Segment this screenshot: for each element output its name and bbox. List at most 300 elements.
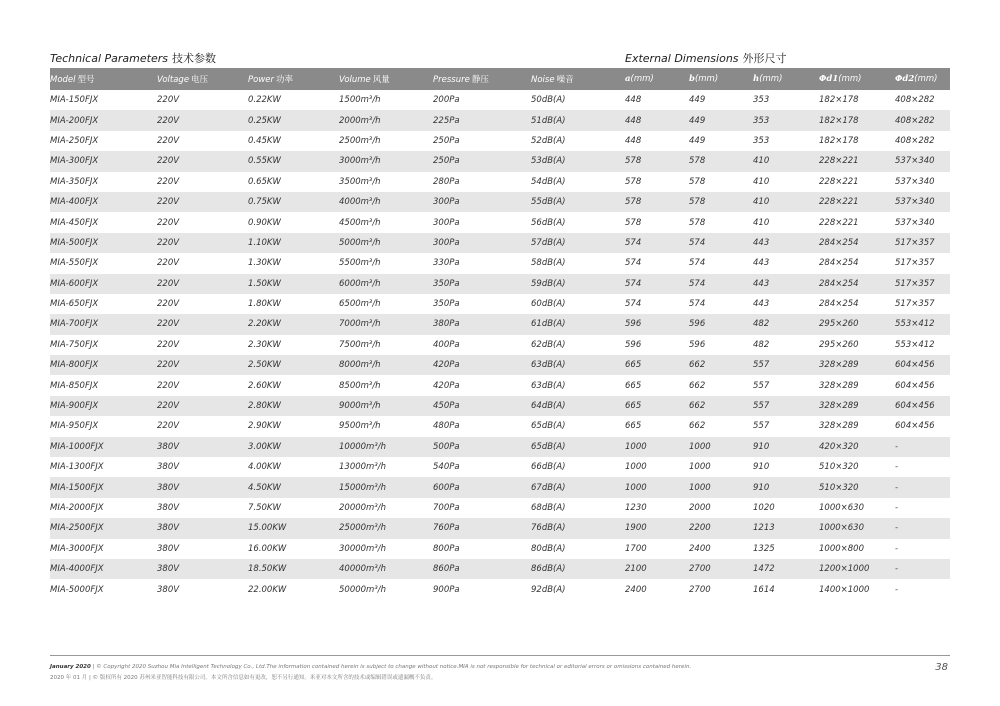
table-cell: 40000m³/h [339,559,433,579]
table-cell: 665 [625,421,642,432]
table-cell: 574 [689,233,753,253]
table-cell: 4500m³/h [339,217,381,228]
table-cell: 53dB(A) [531,151,625,171]
table-cell: MIA-850FJX [50,380,99,391]
table-cell: 380V [157,437,248,457]
table-cell: 1000 [625,437,689,457]
table-cell: 68dB(A) [531,503,566,513]
table-cell: 284×254 [819,299,859,310]
table-cell: 280Pa [433,176,460,187]
column-header-label: a [625,74,631,84]
table-cell: 0.90KW [248,217,281,228]
table-cell: 578 [689,192,753,212]
table-cell: 537×340 [895,217,935,228]
table-cell: 220V [157,176,180,187]
table-cell: 8500m³/h [339,380,381,391]
table-cell: 380V [157,543,180,554]
table-header-row [50,68,950,90]
table-cell: MIA-5000FJX [50,584,104,595]
table-cell: 18.50KW [248,559,339,579]
table-cell: 408×282 [895,135,935,146]
table-cell: 578 [689,151,753,171]
table-row [50,110,950,130]
table-row [50,416,950,436]
table-cell: 578 [625,192,689,212]
table-cell: 182×178 [819,95,859,106]
table-cell: 6000m³/h [339,274,433,294]
table-cell: 7000m³/h [339,314,433,334]
table-cell: 578 [689,217,706,228]
table-cell: 537×340 [895,176,935,187]
table-cell: 13000m³/h [339,462,386,473]
table-cell: 30000m³/h [339,543,386,554]
table-cell: 380V [157,559,248,579]
table-cell: 353 [753,135,770,146]
table-cell: 604×456 [895,396,950,416]
table-cell: 250Pa [433,151,531,171]
table-cell: 1472 [753,559,819,579]
table-cell: 449 [689,95,706,106]
table-cell: 52dB(A) [531,135,566,146]
table-cell: 410 [753,217,770,228]
table-cell: 410 [753,176,770,187]
table-cell: 600Pa [433,477,531,497]
table-cell: 76dB(A) [531,518,625,538]
table-cell: 410 [753,192,819,212]
table-cell: MIA-650FJX [50,299,99,310]
table-cell: 228×221 [819,217,859,228]
table-cell: 55dB(A) [531,192,625,212]
table-cell: 63dB(A) [531,380,566,391]
table-cell: 700Pa [433,503,460,513]
table-cell: 15.00KW [248,518,339,538]
table-cell: 295×260 [819,339,859,350]
table-cell: 537×340 [895,192,950,212]
table-cell: 2500m³/h [339,135,381,146]
table-cell: 220V [157,380,180,391]
footer-copyright-cn: 2020 年 01 月 | © 版权所有 2020 苏州米亚智能科技有限公司。本文所含信息如有更改，恕不另行通知。米亚对本文所含的技术或编辑错误或遗漏概不负责。 [50,675,437,681]
table-cell: 64dB(A) [531,396,625,416]
table-cell: 220V [157,299,180,310]
table-cell: 50000m³/h [339,584,386,595]
table-cell: 8000m³/h [339,355,433,375]
table-cell: 1000 [625,477,689,497]
table-row [50,192,950,212]
table-cell: 553×412 [895,314,950,334]
table-cell: 10000m³/h [339,437,433,457]
table-cell: 220V [157,192,248,212]
table-cell: 328×289 [819,396,895,416]
table-cell: 449 [689,135,706,146]
table-cell: 220V [157,233,248,253]
table-cell: MIA-250FJX [50,135,99,146]
table-row [50,539,950,559]
table-cell: 380V [157,518,248,538]
column-header-label: b [689,74,695,84]
technical-title-cn: 技术参数 [171,52,216,65]
table-cell: 3500m³/h [339,176,381,187]
table-cell: 517×357 [895,258,935,269]
column-header [625,68,689,90]
table-cell: 225Pa [433,110,531,130]
table-cell: 574 [689,299,706,310]
table-cell: 596 [689,339,706,350]
table-cell: 420Pa [433,380,460,391]
table-cell: MIA-150FJX [50,95,99,106]
table-cell: MIA-900FJX [50,396,157,416]
table-cell: 228×221 [819,176,859,187]
table-cell: 58dB(A) [531,258,566,269]
column-header-unit: (mm) [694,74,719,84]
table-cell: 540Pa [433,462,460,473]
table-row [50,151,950,171]
table-cell: 578 [689,176,706,187]
table-cell: 665 [625,380,642,391]
table-cell: 574 [625,299,642,310]
table-cell: MIA-550FJX [50,258,99,269]
table-cell: 480Pa [433,421,460,432]
table-cell: 2700 [689,584,711,595]
table-cell: 0.25KW [248,110,339,130]
table-cell: 7500m³/h [339,339,381,350]
table-cell: 1000×800 [819,543,864,554]
table-cell: 1.10KW [248,233,339,253]
table-cell: 0.65KW [248,176,281,187]
table-cell: 910 [753,477,819,497]
technical-parameters-title [50,50,216,66]
table-cell: 22.00KW [248,584,287,595]
table-cell: 1000 [689,477,753,497]
table-cell: 220V [157,314,248,334]
table-cell: 1020 [753,503,775,513]
column-header [248,68,339,90]
column-header-label: Noise [531,75,555,85]
table-cell: 3000m³/h [339,151,433,171]
table-cell: 662 [689,355,753,375]
table-cell: 380V [157,462,180,473]
table-cell: 2.90KW [248,421,281,432]
table-cell: 80dB(A) [531,543,566,554]
table-cell: 900Pa [433,584,460,595]
table-cell: 910 [753,437,819,457]
table-cell: 220V [157,217,180,228]
table-cell: MIA-700FJX [50,314,157,334]
table-cell: 537×340 [895,151,950,171]
table-row [50,274,950,294]
table-cell: 2.60KW [248,380,281,391]
column-header-label: Model [50,75,76,85]
table-cell: MIA-600FJX [50,274,157,294]
column-header [50,68,157,90]
table-cell: 574 [625,233,689,253]
column-header [433,68,531,90]
table-cell: 2.50KW [248,355,339,375]
table-cell: 578 [625,217,642,228]
table-cell: 557 [753,355,819,375]
table-cell: - [895,477,950,497]
table-cell: 1400×1000 [819,584,870,595]
table-cell: 63dB(A) [531,355,625,375]
table-cell: 220V [157,135,180,146]
table-cell: 1500m³/h [339,95,381,106]
table-cell: 295×260 [819,314,895,334]
table-cell: 1.30KW [248,258,281,269]
table-cell: 860Pa [433,559,531,579]
footer-text-en: | © Copyright 2020 Suzhou Mia Intelligent Technology Co., Ltd.The information contained herein is subject to change without notice.MIA is not responsible for technical or editorial errors or omissions contained herein. [92,664,692,670]
table-cell: 482 [753,339,770,350]
column-header-label: Φd1 [819,74,839,84]
table-cell: 92dB(A) [531,584,566,595]
table-cell: 3.00KW [248,437,339,457]
table-cell: MIA-350FJX [50,176,99,187]
table-cell: 400Pa [433,339,460,350]
table-cell: 553×412 [895,339,935,350]
table-cell: 578 [625,176,642,187]
table-cell: 1000 [625,462,647,473]
table-cell: 220V [157,421,180,432]
table-cell: 16.00KW [248,543,287,554]
table-cell: 500Pa [433,437,531,457]
table-cell: 350Pa [433,299,460,310]
table-cell: 200Pa [433,95,460,106]
table-cell: 665 [625,355,689,375]
table-cell: 9000m³/h [339,396,433,416]
table-cell: 0.45KW [248,135,281,146]
table-cell: 1213 [753,518,819,538]
table-cell: 574 [625,274,689,294]
table-cell: MIA-450FJX [50,217,99,228]
table-body [50,90,950,600]
table-row [50,314,950,334]
table-cell: 86dB(A) [531,559,625,579]
table-cell: 66dB(A) [531,462,566,473]
table-cell: 0.75KW [248,192,339,212]
table-row [50,457,950,477]
table-cell: 604×456 [895,421,935,432]
table-cell: 1230 [625,503,647,513]
table-cell: 2000m³/h [339,110,433,130]
external-dimensions-title [625,50,787,66]
table-row [50,518,950,538]
table-cell: 408×282 [895,110,950,130]
table-row [50,212,950,232]
table-cell: 2.30KW [248,339,281,350]
table-cell: 2200 [689,518,753,538]
table-cell: MIA-1000FJX [50,437,157,457]
table-cell: 2700 [689,559,753,579]
table-cell: 450Pa [433,396,531,416]
table-cell: 574 [625,258,642,269]
table-cell: MIA-4000FJX [50,559,157,579]
table-cell: MIA-1300FJX [50,462,104,473]
parameters-table [50,68,950,600]
table-cell: - [895,584,899,595]
table-cell: 62dB(A) [531,339,566,350]
table-cell: - [895,543,899,554]
column-header-label: Φd2 [895,74,915,84]
footer-date: January 2020 [50,664,91,670]
table-cell: 182×178 [819,135,859,146]
table-cell: 2.20KW [248,314,339,334]
table-cell: 7.50KW [248,503,281,513]
table-row [50,294,950,314]
table-cell: MIA-2500FJX [50,518,157,538]
table-cell: MIA-950FJX [50,421,99,432]
table-cell: 220V [157,274,248,294]
table-cell: 4.00KW [248,462,281,473]
column-header-cn: 型号 [77,75,95,85]
table-cell: 910 [753,462,770,473]
table-cell: 1325 [753,543,775,554]
table-row [50,477,950,497]
table-cell: 182×178 [819,110,895,130]
table-cell: MIA-750FJX [50,339,99,350]
table-cell: 448 [625,135,642,146]
external-title-cn: 外形尺寸 [742,52,787,65]
table-cell: 5500m³/h [339,258,381,269]
table-cell: 59dB(A) [531,274,625,294]
table-cell: 1000 [689,462,711,473]
column-header-cn: 电压 [191,75,209,85]
table-cell: 420Pa [433,355,531,375]
table-cell: 1.80KW [248,299,281,310]
external-title-en: External Dimensions [625,52,739,65]
column-header-label: Power [248,75,275,85]
table-cell: 328×289 [819,421,859,432]
table-cell: 380Pa [433,314,531,334]
table-cell: 6500m³/h [339,299,381,310]
table-cell: 443 [753,299,770,310]
table-cell: 0.55KW [248,151,339,171]
table-row [50,559,950,579]
table-cell: 574 [689,274,753,294]
table-cell: 220V [157,258,180,269]
table-cell: 2400 [625,584,647,595]
table-cell: 220V [157,110,248,130]
table-cell: 220V [157,339,180,350]
table-cell: - [895,559,950,579]
column-header [895,68,950,90]
table-cell: 2.80KW [248,396,339,416]
table-cell: 220V [157,95,180,106]
table-cell: 596 [689,314,753,334]
table-cell: 557 [753,421,770,432]
column-header-label: h [753,74,760,84]
page-number: 38 [935,662,948,673]
table-cell: MIA-1500FJX [50,477,157,497]
table-cell: 1200×1000 [819,559,895,579]
table-cell: 328×289 [819,380,859,391]
table-cell: 662 [689,380,706,391]
table-cell: MIA-500FJX [50,233,157,253]
table-cell: 4000m³/h [339,192,433,212]
table-cell: 662 [689,396,753,416]
table-cell: 1000×630 [819,503,864,513]
table-cell: 1614 [753,584,775,595]
table-cell: 662 [689,421,706,432]
table-cell: 800Pa [433,543,460,554]
table-cell: 353 [753,110,819,130]
technical-title-en: Technical Parameters [50,52,168,65]
table-cell: 1700 [625,543,647,554]
table-cell: 578 [625,151,689,171]
table-cell: 408×282 [895,95,935,106]
table-cell: 20000m³/h [339,503,386,513]
table-cell: 517×357 [895,233,950,253]
table-row [50,131,950,151]
table-cell: 557 [753,380,770,391]
table-cell: 380V [157,503,180,513]
table-cell: 61dB(A) [531,314,625,334]
table-cell: 2400 [689,543,711,554]
column-header-unit: (mm) [759,74,783,84]
column-header [339,68,433,90]
column-header-unit: (mm) [914,74,938,84]
table-cell: 557 [753,396,819,416]
table-row [50,396,950,416]
table-cell: 228×221 [819,192,895,212]
table-cell: 57dB(A) [531,233,625,253]
column-header [753,68,819,90]
table-cell: 574 [689,258,706,269]
table-cell: 220V [157,151,248,171]
table-cell: 9500m³/h [339,421,381,432]
table-cell: 420×320 [819,437,895,457]
table-cell: 410 [753,151,819,171]
table-cell: 300Pa [433,192,531,212]
table-cell: - [895,518,950,538]
table-row [50,579,950,599]
table-cell: MIA-200FJX [50,110,157,130]
table-cell: 449 [689,110,753,130]
table-cell: 448 [625,95,642,106]
table-cell: MIA-3000FJX [50,543,104,554]
table-cell: 250Pa [433,135,460,146]
table-cell: 54dB(A) [531,176,566,187]
column-header-cn: 风量 [372,75,390,85]
table-cell: 604×456 [895,355,950,375]
table-cell: 51dB(A) [531,110,625,130]
column-header [689,68,753,90]
table-row [50,498,950,518]
column-header [157,68,248,90]
table-cell: - [895,503,899,513]
table-cell: 380V [157,477,248,497]
table-cell: 2000 [689,503,711,513]
table-cell: 353 [753,95,770,106]
table-cell: 517×357 [895,274,950,294]
table-row [50,172,950,192]
column-header-unit: (mm) [630,74,654,84]
table-cell: 510×320 [819,462,859,473]
table-cell: 482 [753,314,819,334]
table-cell: 56dB(A) [531,217,566,228]
table-row [50,233,950,253]
column-header [819,68,895,90]
table-cell: 1000×630 [819,518,895,538]
table-cell: 25000m³/h [339,518,433,538]
table-cell: - [895,437,950,457]
table-row [50,335,950,355]
table-cell: 5000m³/h [339,233,433,253]
table-cell: 448 [625,110,689,130]
footer-divider [50,655,950,656]
table-cell: 380V [157,584,180,595]
column-header-cn: 静压 [471,75,489,85]
table-cell: 284×254 [819,258,859,269]
table-row [50,355,950,375]
table-cell: 596 [625,339,642,350]
